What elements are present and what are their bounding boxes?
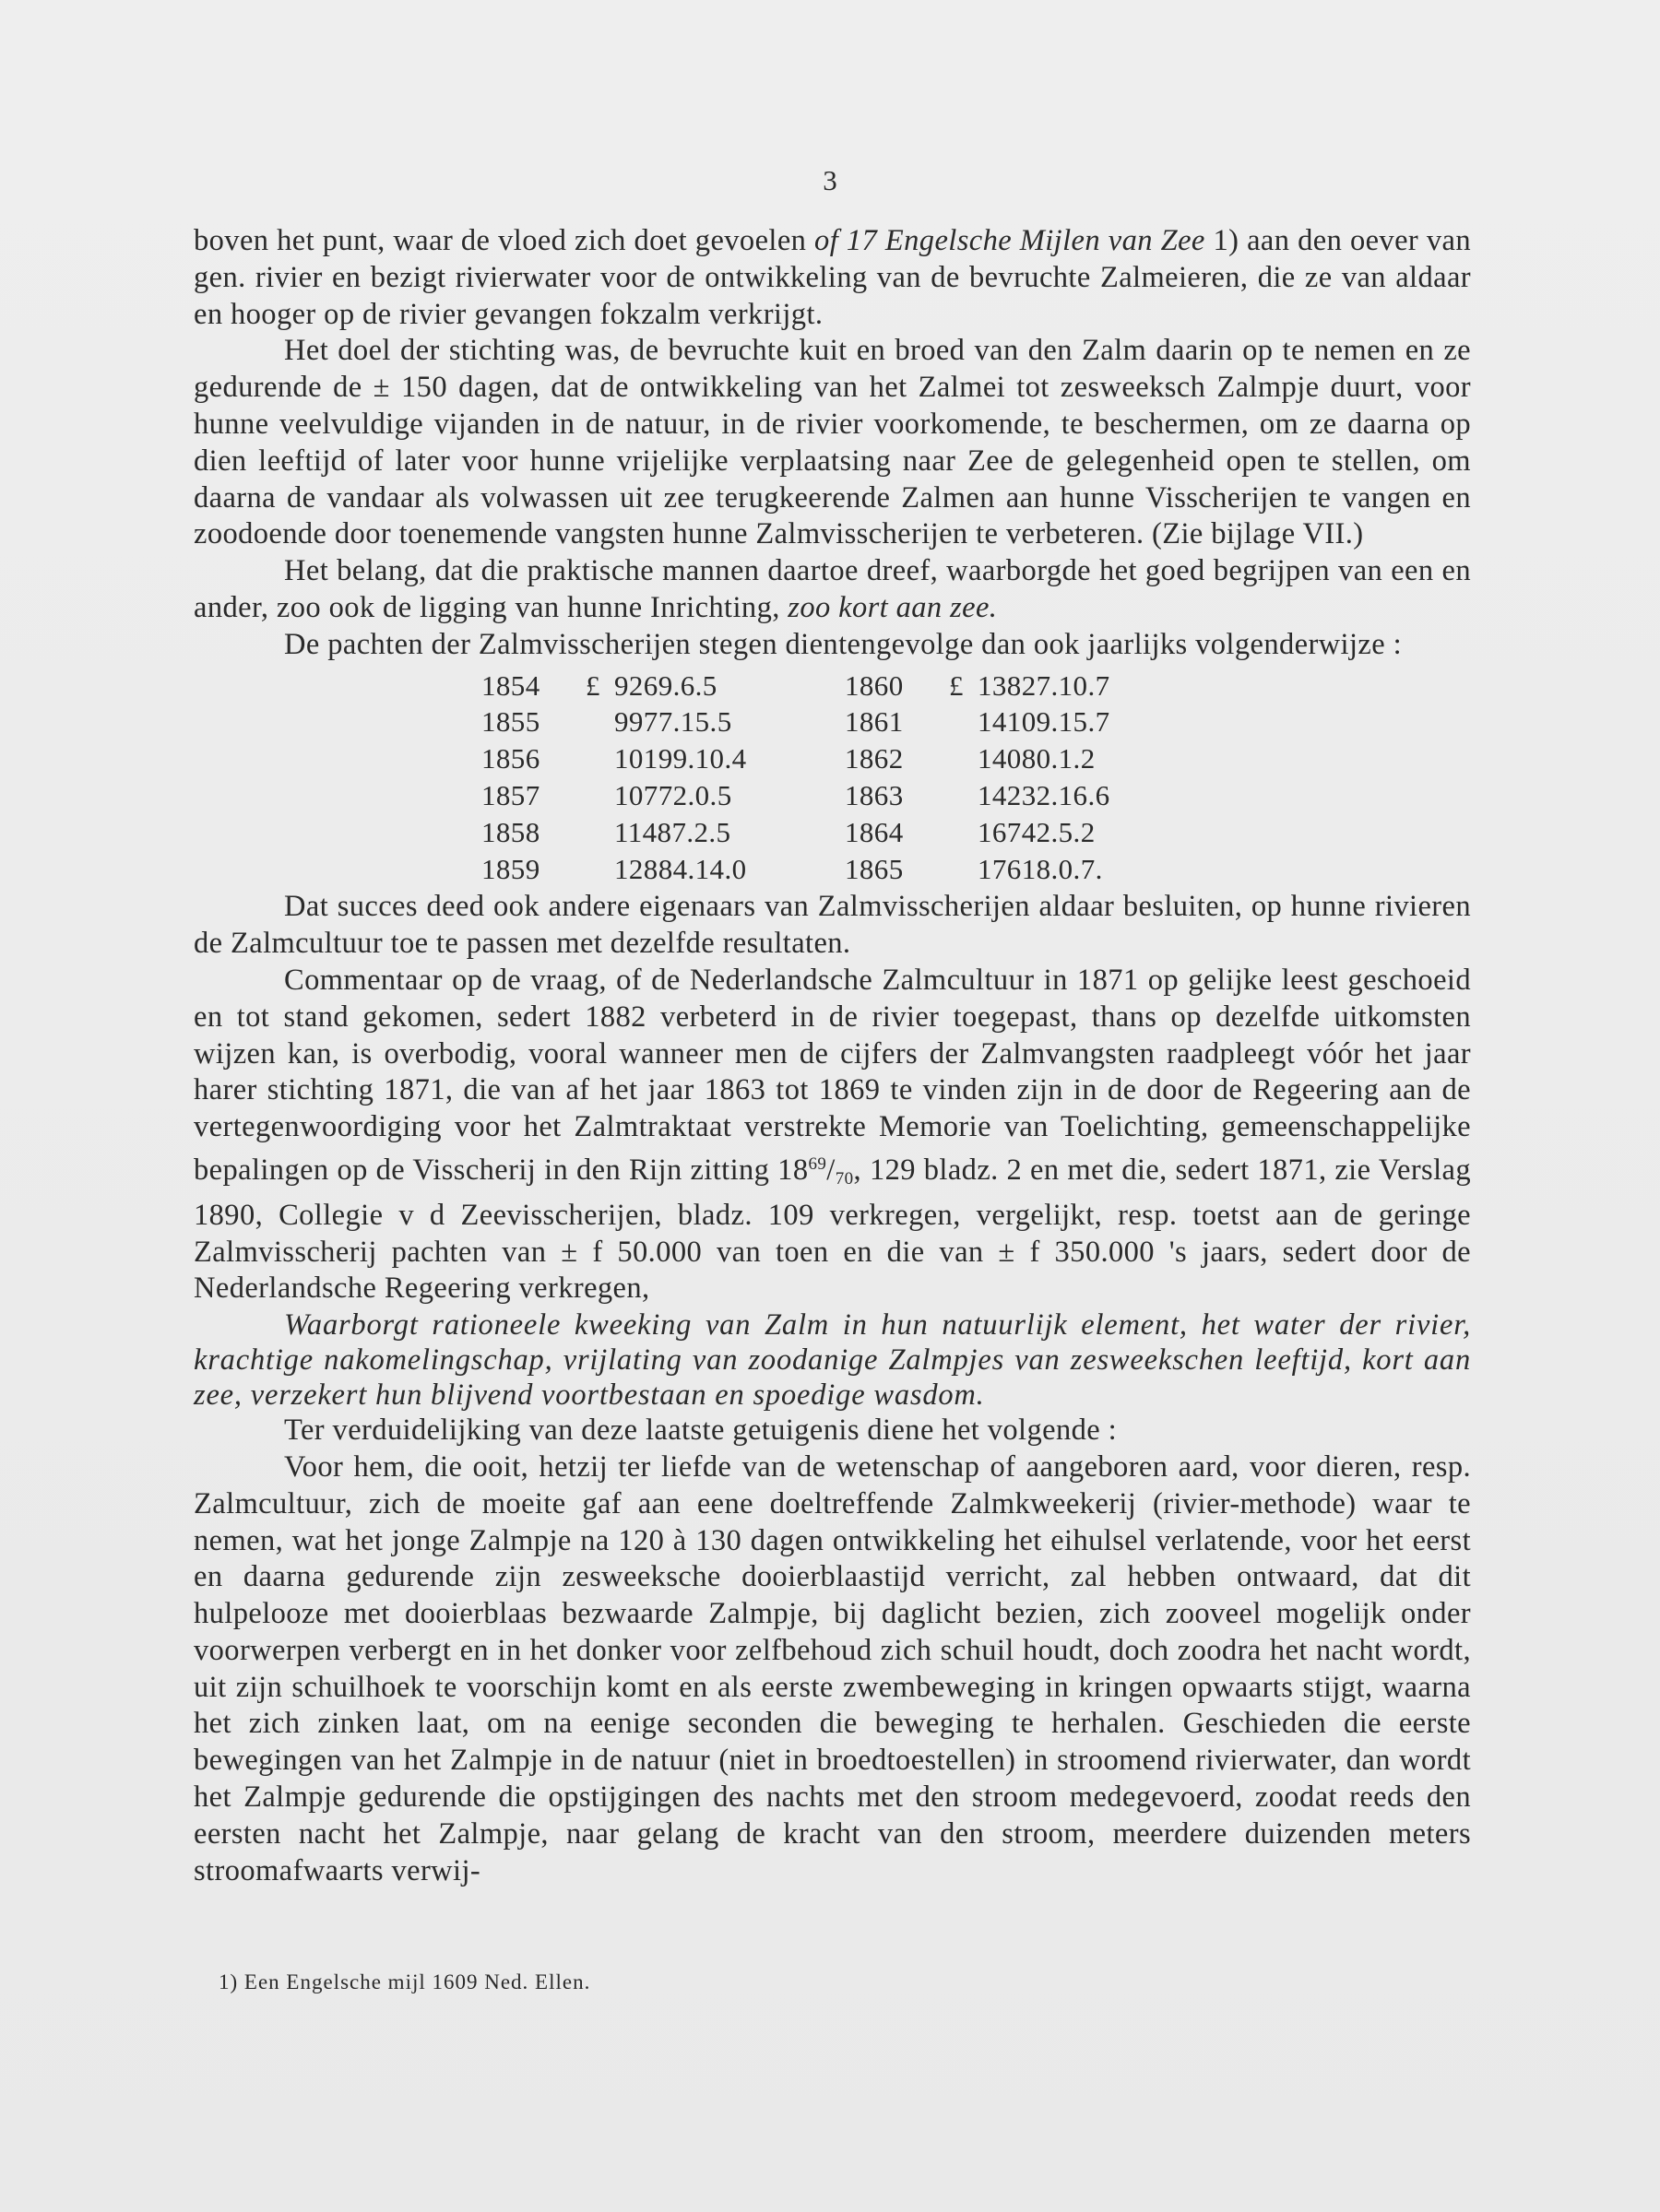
amount-cell: 16742.5.2 bbox=[978, 815, 1096, 848]
currency-cell: £ bbox=[586, 668, 600, 702]
currency-cell: £ bbox=[949, 668, 964, 702]
paragraph-7-italic: Waarborgt rationeele kweeking van Zalm in hun natuurlijk element, het water der rivier, krachtige nakomelingschap, vrijlating van zoodanige Zalmpjes van zesweekschen leeftijd, kort aan zee, verzekert hun blijvend voortbestaan en spoedige wasdom. bbox=[194, 1308, 1471, 1413]
rent-table-row bbox=[481, 777, 1162, 814]
year-cell: 1861 bbox=[845, 705, 904, 739]
amount-cell: 10772.0.5 bbox=[614, 778, 732, 811]
year-cell: 1862 bbox=[845, 742, 904, 775]
session-year-slash: / bbox=[826, 1153, 836, 1187]
currency-cell bbox=[935, 851, 978, 888]
currency-cell bbox=[572, 740, 614, 777]
currency-cell bbox=[935, 814, 978, 851]
amount-cell: 17618.0.7. bbox=[978, 852, 1103, 885]
amount-cell: 9977.15.5 bbox=[614, 705, 732, 739]
year-cell: 1859 bbox=[481, 852, 540, 885]
amount-cell: 14109.15.7 bbox=[978, 705, 1110, 739]
paragraph-3-text: Het belang, dat die praktische mannen daartoe dreef, waarborgde het goed begrijpen van een en ander, zoo ook de ligging van hunne Inrichting, bbox=[194, 554, 1471, 624]
year-cell: 1855 bbox=[481, 705, 540, 739]
paragraph-1-text-a: boven het punt, waar de vloed zich doet gevoelen bbox=[194, 224, 807, 257]
paragraph-6 bbox=[194, 963, 1471, 1307]
amount-cell: 14080.1.2 bbox=[978, 742, 1096, 775]
rent-table-row bbox=[481, 740, 1162, 777]
rent-table-row bbox=[481, 668, 1162, 704]
rent-table-block bbox=[481, 668, 1471, 888]
paragraph-4: De pachten der Zalmvisscherijen stegen dientengevolge dan ook jaarlijks volgenderwijze : bbox=[284, 627, 1403, 661]
year-cell: 1857 bbox=[481, 778, 540, 811]
page-number: 3 bbox=[823, 164, 837, 196]
paragraph-1 bbox=[194, 223, 1471, 333]
amount-cell: 13827.10.7 bbox=[978, 668, 1110, 702]
paragraph-6-text-a: Commentaar op de vraag, of de Nederlandsche Zalmcultuur in 1871 op gelijke leest geschoeid en tot stand gekomen, sedert 1882 verbeterd in de rivier toegepast, thans op dezelfde uitkomsten wijzen kan, is overbodig, vooral wanneer men de cijfers der Zalmvangsten raadpleegt vóór het jaar harer stichting 1871, die van af het jaar 1863 tot 1869 te vinden zijn in de door de Regeering aan de vertegenwoordiging voor het Zalmtraktaat verstrekte Memorie van Toelichting, gemeenschappelijke bepalingen op de Visscherij in den Rijn zitting 18 bbox=[194, 963, 1471, 1187]
session-year-subscript: 70 bbox=[835, 1168, 854, 1189]
year-cell: 1863 bbox=[845, 778, 904, 811]
paragraph-3-italic: zoo kort aan zee. bbox=[788, 590, 998, 624]
amount-cell: 10199.10.4 bbox=[614, 742, 747, 775]
paragraph-8: Ter verduidelijking van deze laatste getuigenis diene het volgende : bbox=[284, 1414, 1118, 1448]
year-cell: 1856 bbox=[481, 742, 540, 775]
rent-table-row bbox=[481, 851, 1162, 888]
paragraph-3 bbox=[194, 553, 1471, 627]
rent-table-body bbox=[481, 668, 1162, 888]
session-year-superscript: 69 bbox=[808, 1153, 827, 1174]
year-cell: 1865 bbox=[845, 852, 904, 885]
year-cell: 1860 bbox=[845, 668, 904, 702]
paragraph-5: Dat succes deed ook andere eigenaars van Zalmvisscherijen aldaar besluiten, op hunne rivieren de Zalmcultuur toe te passen met dezelfde resultaten. bbox=[194, 890, 1471, 961]
currency-cell bbox=[572, 704, 614, 740]
currency-cell bbox=[935, 740, 978, 777]
year-cell: 1858 bbox=[481, 815, 540, 848]
currency-cell bbox=[935, 704, 978, 740]
year-cell: 1864 bbox=[845, 815, 904, 848]
paragraph-1-italic: of 17 Engelsche Mijlen van Zee bbox=[814, 224, 1205, 257]
currency-cell bbox=[572, 814, 614, 851]
currency-cell bbox=[572, 851, 614, 888]
paragraph-1-text-b: 1) aan den oever van gen. rivier en bezigt rivierwater voor de ontwikkeling van de bevruchte Zalmeieren, die ze van aldaar en hooger op de rivier gevangen fokzalm verkrijgt. bbox=[194, 224, 1471, 331]
currency-cell bbox=[572, 777, 614, 814]
paragraph-6-text-b: , 129 bladz. 2 en met die, sedert 1871, zie Verslag 1890, Collegie v d Zeevisscherijen, bladz. 109 verkregen, vergelijkt, resp. toetst aan de geringe Zalmvisscherij pachten van ± f 50.000 van toen en die van ± f 350.000 's jaars, sedert door de Nederlandsche Regeering verkregen, bbox=[194, 1153, 1471, 1306]
amount-cell: 11487.2.5 bbox=[614, 815, 731, 848]
currency-cell bbox=[935, 777, 978, 814]
footnote: 1) Een Engelsche mijl 1609 Ned. Ellen. bbox=[219, 1970, 591, 1993]
amount-cell: 9269.6.5 bbox=[614, 668, 717, 702]
rent-table bbox=[481, 668, 1162, 888]
rent-table-row bbox=[481, 814, 1162, 851]
year-cell: 1854 bbox=[481, 668, 540, 702]
body-text bbox=[194, 223, 1471, 1889]
rent-table-row bbox=[481, 704, 1162, 740]
paragraph-2: Het doel der stichting was, de bevruchte kuit en broed van den Zalm daarin op te nemen en ze gedurende de ± 150 dagen, dat de ontwikkeling van het Zalmei tot zesweeksch Zalmpje duurt, voor hunne veelvuldige vijanden in de natuur, in de rivier voorkomende, te beschermen, om ze daarna op dien leeftijd of later voor hunne vrijelijke verplaatsing naar Zee de gelegenheid open te stellen, om daarna de vandaar als volwassen uit zee terugkeerende Zalmen aan hunne Visscherijen te vangen en zoodoende door toenemende vangsten hunne Zalmvisscherijen te verbeteren. (Zie bijlage VII.) bbox=[194, 334, 1471, 551]
amount-cell: 14232.16.6 bbox=[978, 778, 1110, 811]
paragraph-9: Voor hem, die ooit, hetzij ter liefde van de wetenschap of aangeboren aard, voor dieren, resp. Zalmcultuur, zich de moeite gaf aan eene doeltreffende Zalmkweekerij (rivier-methode) waar te nemen, wat het jonge Zalmpje na 120 à 130 dagen ontwikkeling het eihulsel verlatende, voor het eerst en daarna gedurende zijn zesweeksche dooierblaastijd verricht, zal hebben ontwaard, dat dit hulpelooze met dooierblaas bezwaarde Zalmpje, bij daglicht bezien, zich zooveel mogelijk onder voorwerpen verbergt en in het donker voor zelfbehoud zich schuil houdt, doch zoodra het nacht wordt, uit zijn schuilhoek te voorschijn komt en als eerste zwembeweging in kringen opwaarts stijgt, waarna het zich zinken laat, om na eenige seconden die beweging te herhalen. Geschieden die eerste bewegingen van het Zalmpje in de natuur (niet in broedtoestellen) in stroomend rivierwater, dan wordt het Zalmpje gedurende die opstijgingen des nachts met den stroom medegevoerd, zoodat reeds den eersten nacht het Zalmpje, naar gelang de kracht van den stroom, meerdere duizenden meters stroomafwaarts verwij- bbox=[194, 1449, 1471, 1887]
amount-cell: 12884.14.0 bbox=[614, 852, 747, 885]
